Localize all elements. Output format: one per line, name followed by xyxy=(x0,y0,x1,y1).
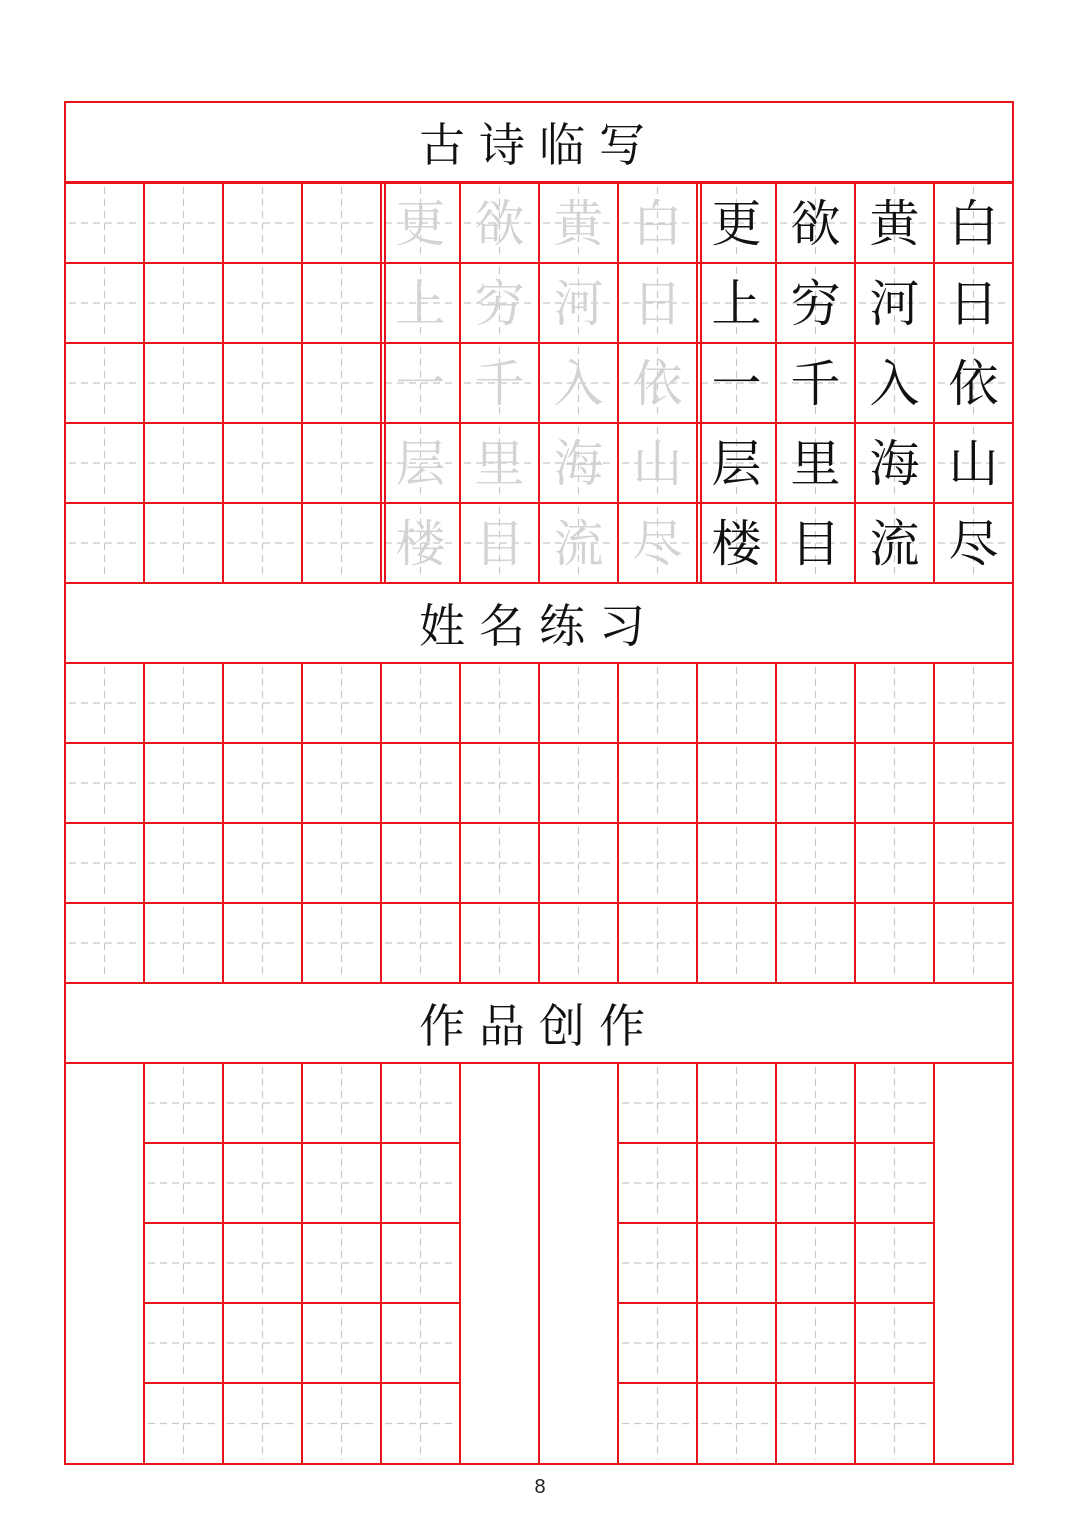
model-character: 层 xyxy=(711,435,762,493)
trace-character[interactable]: 依 xyxy=(632,355,683,413)
model-character: 河 xyxy=(869,275,920,333)
trace-character[interactable]: 白 xyxy=(632,195,683,253)
model-character: 白 xyxy=(948,195,999,253)
trace-character[interactable]: 尽 xyxy=(632,515,683,573)
trace-character[interactable]: 千 xyxy=(474,355,525,413)
model-character: 千 xyxy=(790,355,841,413)
blank-column[interactable] xyxy=(539,1063,618,1464)
model-character: 日 xyxy=(948,275,999,333)
model-character: 尽 xyxy=(948,515,999,573)
trace-character[interactable]: 楼 xyxy=(395,515,446,573)
trace-character[interactable]: 日 xyxy=(632,275,683,333)
trace-character[interactable]: 层 xyxy=(395,435,446,493)
trace-character[interactable]: 更 xyxy=(395,195,446,253)
trace-character[interactable]: 海 xyxy=(553,435,604,493)
section-title-poem-copying: 古诗临写 xyxy=(419,118,659,172)
model-character: 一 xyxy=(711,355,762,413)
section-title-name-practice: 姓名练习 xyxy=(419,599,659,653)
trace-character[interactable]: 欲 xyxy=(474,195,525,253)
blank-column[interactable] xyxy=(65,1063,144,1464)
model-character: 目 xyxy=(790,515,841,573)
model-character: 更 xyxy=(711,195,762,253)
model-character: 山 xyxy=(948,435,999,493)
model-character: 上 xyxy=(711,275,762,333)
model-character: 里 xyxy=(790,435,841,493)
model-character: 欲 xyxy=(790,195,841,253)
trace-character[interactable]: 山 xyxy=(632,435,683,493)
blank-column[interactable] xyxy=(934,1063,1013,1464)
model-character: 穷 xyxy=(790,275,841,333)
model-character: 楼 xyxy=(711,515,762,573)
trace-character[interactable]: 流 xyxy=(553,515,604,573)
trace-character[interactable]: 目 xyxy=(474,515,525,573)
model-character: 流 xyxy=(869,515,920,573)
trace-character[interactable]: 黄 xyxy=(553,195,604,253)
trace-character[interactable]: 穷 xyxy=(474,275,525,333)
trace-character[interactable]: 河 xyxy=(553,275,604,333)
trace-character[interactable]: 上 xyxy=(395,275,446,333)
trace-character[interactable]: 一 xyxy=(395,355,446,413)
model-character: 海 xyxy=(869,435,920,493)
blank-column[interactable] xyxy=(460,1063,539,1464)
page-number: 8 xyxy=(534,1476,546,1498)
trace-character[interactable]: 里 xyxy=(474,435,525,493)
trace-character[interactable]: 入 xyxy=(553,355,604,413)
model-character: 依 xyxy=(948,355,999,413)
model-character: 入 xyxy=(869,355,920,413)
model-character: 黄 xyxy=(869,195,920,253)
section-title-composition: 作品创作 xyxy=(419,999,659,1053)
